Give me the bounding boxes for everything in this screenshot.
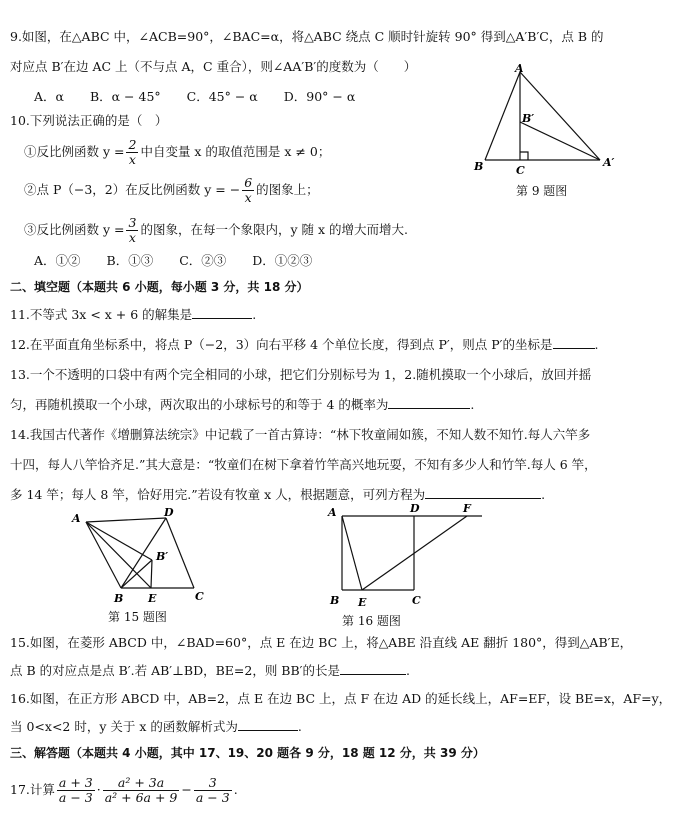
q17-frac-2 (103, 776, 180, 805)
q11-text: 11.不等式 3x < x + 6 的解集是 (10, 307, 193, 322)
q14-line2: 十四，每人八竿恰齐足.”其大意是：“牧童们在树下拿着竹竿高兴地玩耍，不知有多少人和竹竿.每人 6 竿， (10, 457, 597, 472)
q10-s2-num: 6 (244, 175, 253, 190)
fig16-label-a: A (328, 506, 337, 519)
q17-f2-num: a² + 3a (103, 776, 180, 791)
fig15-label-a: A (72, 512, 81, 525)
q9-option-b: B．α − 45° (89, 89, 161, 104)
fig9-label-b: B (474, 160, 484, 173)
q13-answer-blank[interactable] (388, 396, 470, 409)
fig16-label-e: E (358, 596, 367, 608)
fig16-label-c: C (412, 594, 421, 607)
fig15-segment-bpe (151, 560, 152, 588)
q17-f3-den: a − 3 (195, 790, 230, 805)
q17-op2: − (181, 782, 192, 797)
q14-line3-text: 多 14 竿；每人 8 竿，恰好用完.”若设有牧童 x 人，根据题意，可列方程为 (10, 487, 426, 502)
q15-line2: 点 B 的对应点是点 B′.若 AB′⊥BD，BE=2，则 BB′的长是 . (10, 663, 410, 678)
q10-s1-pre: ①反比例函数 y = (24, 144, 125, 159)
fig16-label-d: D (410, 502, 420, 515)
q10-option-d: D．①②③ (252, 253, 313, 268)
fig15-label-e: E (148, 592, 157, 605)
q10-option-c: C．②③ (179, 253, 227, 268)
fig16-caption: 第 16 题图 (342, 614, 401, 628)
fig15-label-c: C (195, 590, 204, 603)
fig16-label-b: B (330, 594, 340, 607)
q17-post: . (233, 782, 238, 797)
section-3-heading: 三、解答题（本题共 4 小题，其中 17、19、20 题各 9 分，18 题 12 分，共 39 分） (10, 746, 485, 760)
q13-line1: 13.一个不透明的口袋中有两个完全相同的小球，把它们分别标号为 1，2.随机摸取一个小球后，放回并摇 (10, 367, 592, 382)
q14-line1: 14.我国古代著作《增删算法统宗》中记载了一首古算诗：“林下牧童闹如簇，不知人数不知竹.每人六竿多 (10, 427, 591, 442)
fig16-segment-ae (342, 516, 362, 590)
q15-answer-blank[interactable] (340, 662, 406, 675)
fig16-label-f: F (463, 502, 471, 515)
q17-op1: · (96, 782, 101, 797)
q17-frac-3 (194, 776, 232, 805)
figure-16 (322, 500, 492, 608)
q12-text: 12.在平面直角坐标系中，将点 P（−2，3）向右平移 4 个单位长度，得到点 P′，则点 P′的坐标是 (10, 337, 553, 352)
q9-option-c: C．45° − α (186, 89, 258, 104)
q16-line1: 16.如图，在正方形 ABCD 中，AB=2，点 E 在边 BC 上，点 F 在边 AD 的延长线上，AF=EF，设 BE=x，AF=y， (10, 691, 672, 706)
q10-stem: 10.下列说法正确的是（ ） (10, 113, 168, 128)
q17-f1-den: a − 3 (58, 790, 93, 805)
fig15-segment-ad (86, 518, 166, 522)
fig9-label-a: A (515, 62, 524, 75)
q17 (10, 772, 238, 808)
q10-s1-den: x (128, 152, 136, 167)
q12-answer-blank[interactable] (553, 336, 595, 349)
q10-option-a: A．①② (34, 253, 81, 268)
fig9-right-angle (520, 152, 528, 160)
q9-line1: 9.如图，在△ABC 中，∠ACB=90°，∠BAC=α，将△ABC 绕点 C 顺时针旋转 90° 得到△A′B′C，点 B 的 (10, 29, 604, 44)
q10-s1-num: 2 (128, 137, 137, 152)
q13-line2: 匀，再随机摸取一个小球，两次取出的小球标号的和等于 4 的概率为 . (10, 397, 475, 412)
q10-s2-frac (242, 176, 254, 205)
q14-line3: 多 14 竿；每人 8 竿，恰好用完.”若设有牧童 x 人，根据题意，可列方程为 . (10, 487, 546, 502)
fig15-label-d: D (164, 506, 174, 519)
q13-line2-text: 匀，再随机摸取一个小球，两次取出的小球标号的和等于 4 的概率为 (10, 397, 389, 412)
fig15-caption: 第 15 题图 (108, 610, 167, 624)
fig9-segment-bpap (520, 122, 600, 160)
q15-line2-text: 点 B 的对应点是点 B′.若 AB′⊥BD，BE=2，则 BB′的长是 (10, 663, 341, 678)
q10-statement-3 (24, 214, 408, 246)
q10-s1-frac (126, 138, 138, 167)
fig9-label-bp: B′ (522, 112, 535, 125)
q17-f1-num: a + 3 (58, 775, 93, 790)
fig9-segment-ab (485, 72, 520, 160)
q11-answer-blank[interactable] (192, 306, 252, 319)
q10-statement-1 (24, 136, 330, 168)
q10-s3-post: 的图象，在每一个象限内，y 随 x 的增大而增大. (140, 222, 408, 237)
q16-answer-blank[interactable] (238, 718, 298, 731)
q17-frac-1 (57, 776, 95, 805)
q17-f3-num: 3 (194, 776, 232, 791)
q16-line2: 当 0<x<2 时，y 关于 x 的函数解析式为 . (10, 719, 302, 734)
q15-line1: 15.如图，在菱形 ABCD 中，∠BAD=60°，点 E 在边 BC 上，将△ABE 沿直线 AE 翻折 180°，得到△AB′E， (10, 635, 633, 650)
q10-s2-post: 的图象上； (256, 182, 319, 197)
q12: 12.在平面直角坐标系中，将点 P（−2，3）向右平移 4 个单位长度，得到点 P′，则点 P′的坐标是 . (10, 337, 599, 352)
q10-s3-num: 3 (128, 215, 137, 230)
q10-s3-frac (126, 216, 138, 245)
fig9-caption: 第 9 题图 (516, 184, 568, 198)
figure-15 (66, 504, 206, 606)
section-2-heading: 二、填空题（本题共 6 小题，每小题 3 分，共 18 分） (10, 280, 309, 294)
figure-9 (470, 62, 630, 194)
q10-s3-den: x (128, 230, 136, 245)
fig9-label-c: C (516, 164, 525, 177)
q10-s1-post: 中自变量 x 的取值范围是 x ≠ 0； (140, 144, 331, 159)
q16-line2-text: 当 0<x<2 时，y 关于 x 的函数解析式为 (10, 719, 238, 734)
q10-s2-den: x (244, 190, 252, 205)
q10-option-b: B．①③ (106, 253, 154, 268)
q9-line2: 对应点 B′在边 AC 上（不与点 A，C 重合），则∠AA′B′的度数为（ ） (10, 59, 417, 74)
q14-answer-blank[interactable] (425, 486, 541, 499)
q10-options (34, 252, 334, 270)
fig15-label-b: B (114, 592, 124, 605)
q9-option-d: D．90° − α (283, 89, 356, 104)
q10-statement-2 (24, 174, 319, 206)
fig15-segment-ae (86, 522, 151, 588)
q17-f2-den: a² + 6a + 9 (104, 790, 178, 805)
q17-pre: 17.计算 (10, 782, 55, 797)
q10-s2-pre: ②点 P（−3，2）在反比例函数 y = − (24, 182, 241, 197)
fig9-label-ap: A′ (603, 156, 615, 169)
q9-options (34, 88, 377, 106)
q10-s3-pre: ③反比例函数 y = (24, 222, 125, 237)
q11: 11.不等式 3x < x + 6 的解集是 . (10, 307, 257, 322)
fig15-label-bp: B′ (156, 550, 169, 563)
q9-option-a: A．α (34, 89, 64, 104)
fig15-segment-dc (166, 518, 194, 588)
